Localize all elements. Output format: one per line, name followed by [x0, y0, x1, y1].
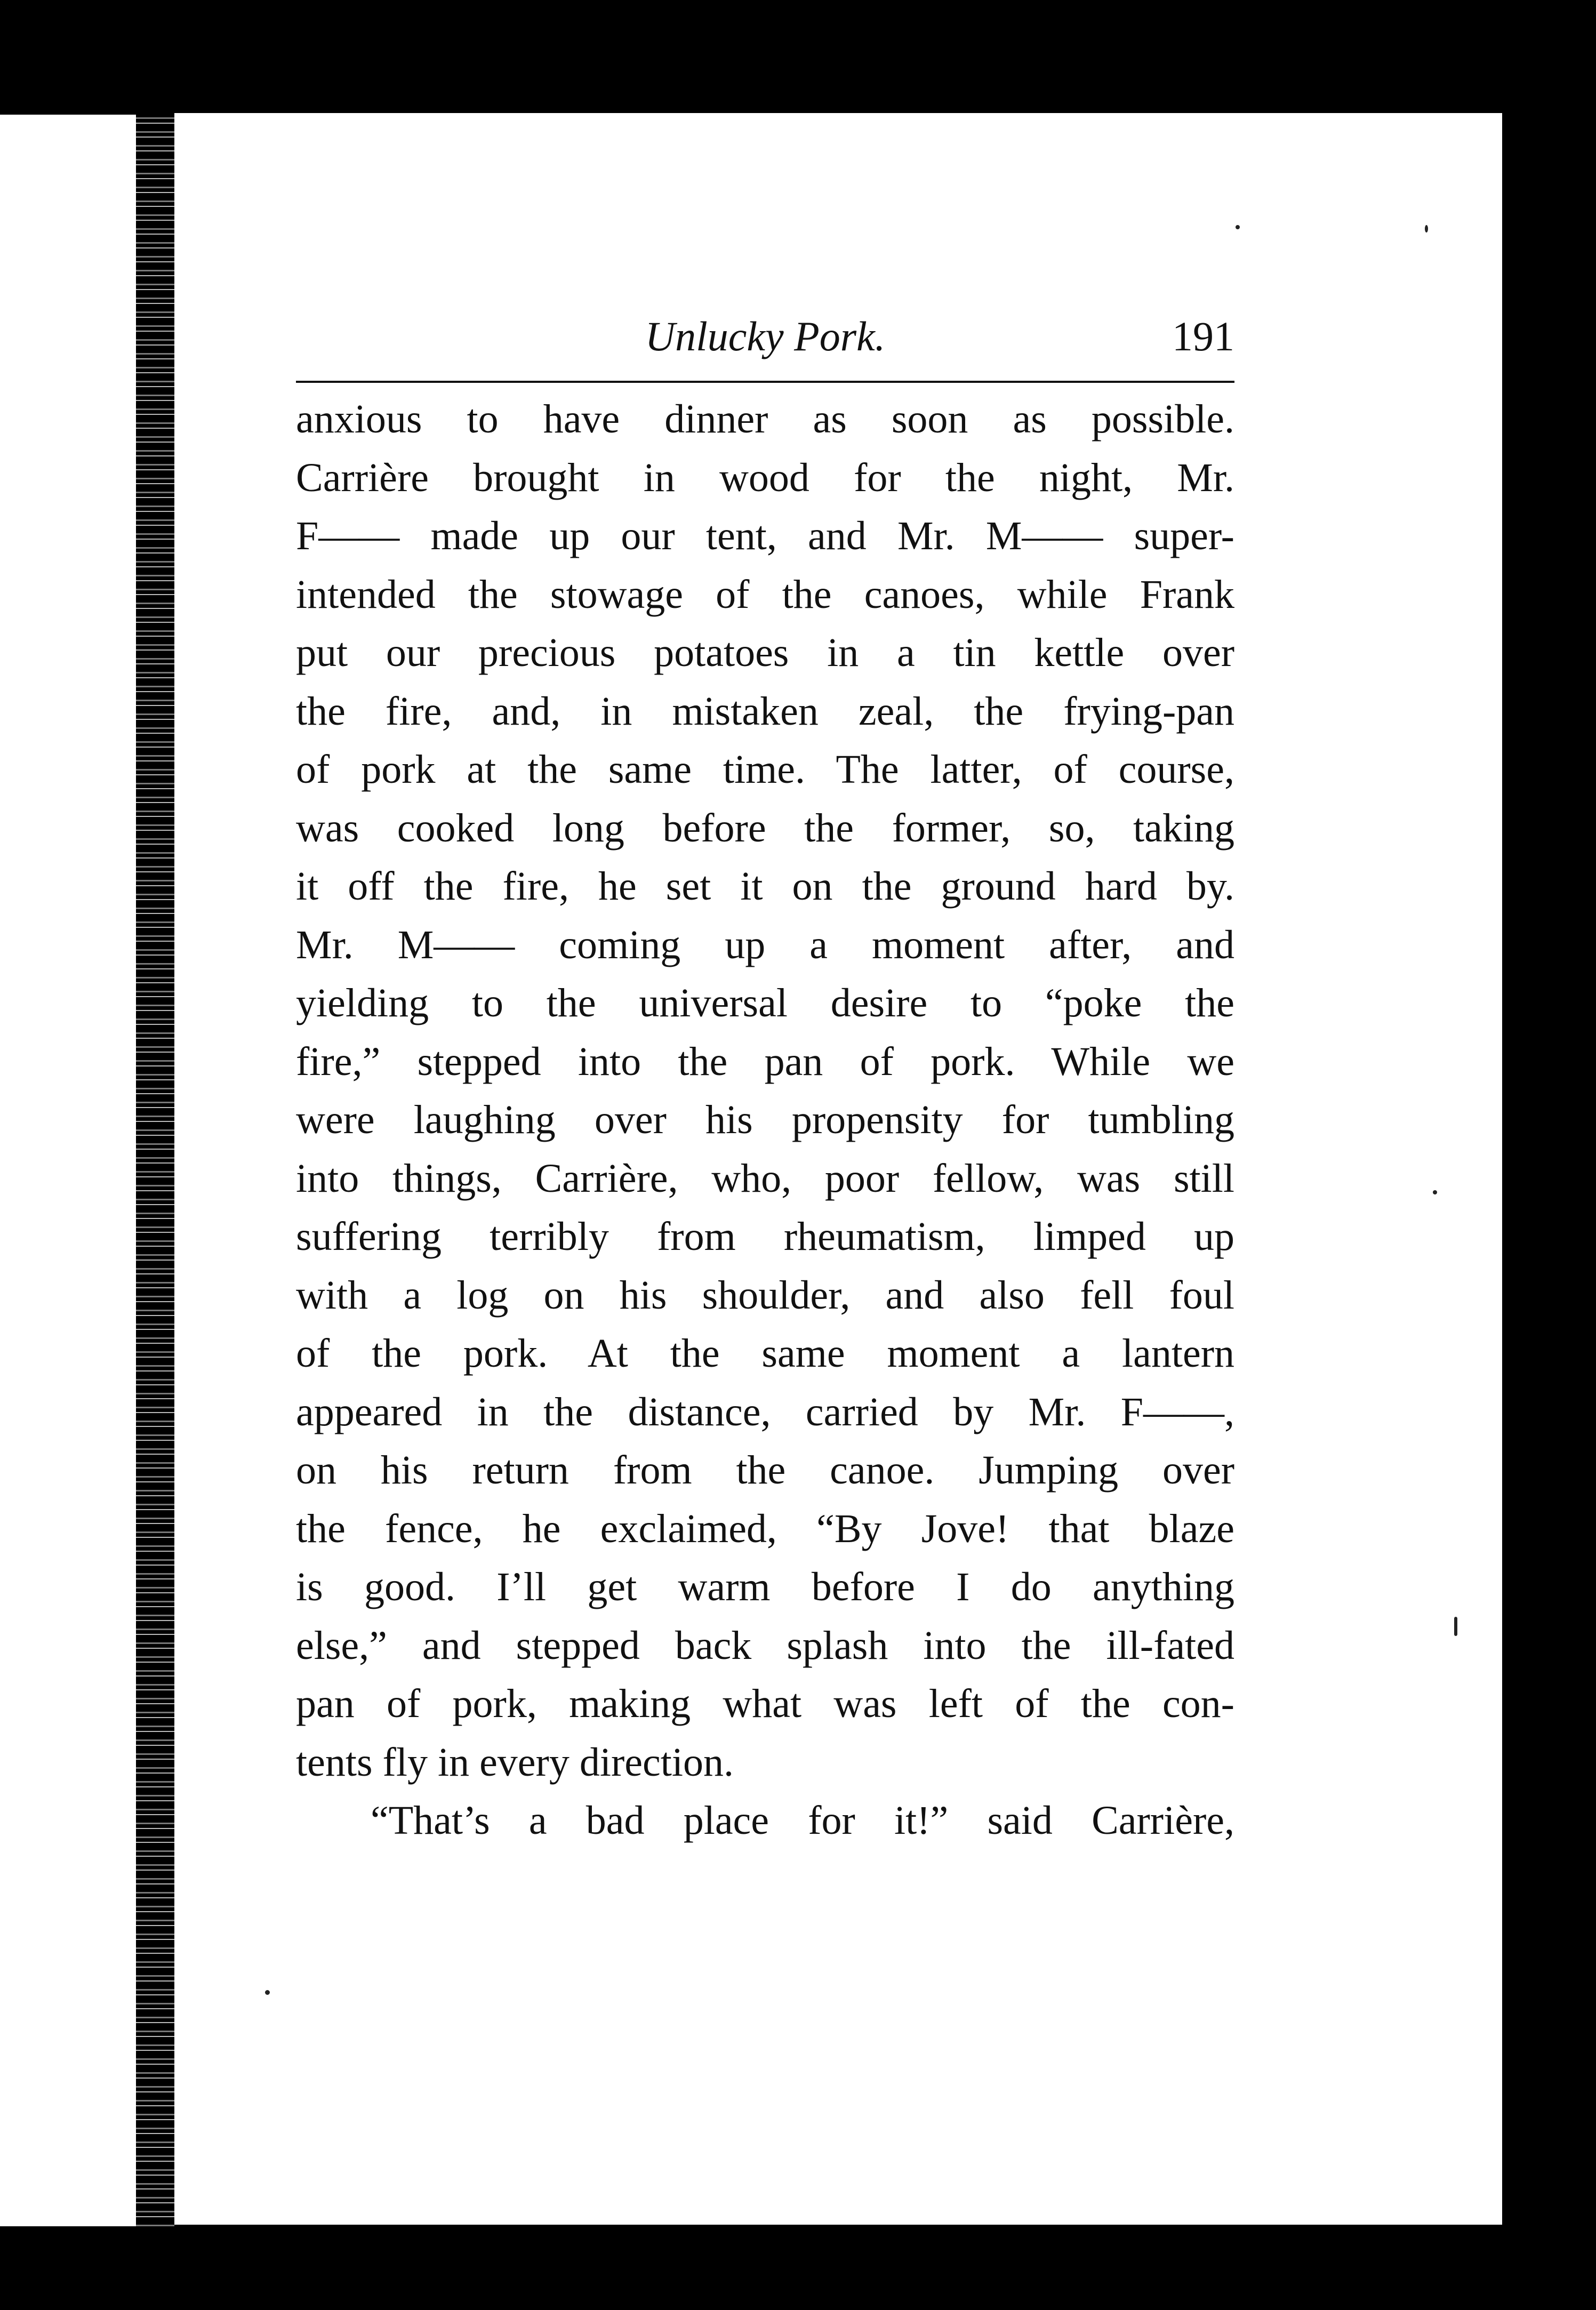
- text-line: yielding to the universal desire to “poke the: [296, 981, 1234, 1025]
- text-line: appeared in the distance, carried by Mr. F——,: [296, 1389, 1234, 1434]
- text-line: “That’s a bad place for it!” said Carrière,: [371, 1798, 1234, 1843]
- text-line: is good. I’ll get warm before I do anything: [296, 1565, 1234, 1609]
- left-facing-page-margin: [0, 115, 157, 2226]
- text-line: with a log on his shoulder, and also fell foul: [296, 1272, 1234, 1318]
- text-line: on his return from the canoe. Jumping over: [296, 1448, 1234, 1493]
- text-line: tents fly in every direction.: [296, 1739, 734, 1785]
- text-line: Carrière brought in wood for the night, Mr.: [296, 455, 1234, 500]
- text-line: of pork at the same time. The latter, of course,: [296, 747, 1234, 792]
- specks: [1454, 1617, 1457, 1636]
- text-line: was cooked long before the former, so, taking: [296, 805, 1234, 851]
- running-head: [296, 313, 1234, 380]
- text-line: anxious to have dinner as soon as possible.: [296, 397, 1234, 442]
- page-number: 191: [1172, 313, 1234, 359]
- text-line: F—— made up our tent, and Mr. M—— super-: [296, 514, 1234, 558]
- specks: [1425, 225, 1428, 232]
- page-content: [296, 313, 1234, 1850]
- text-line: the fire, and, in mistaken zeal, the frying-pan: [296, 688, 1234, 734]
- specks: [265, 1990, 270, 1995]
- text-line: pan of pork, making what was left of the con-: [296, 1681, 1234, 1726]
- specks: [1236, 225, 1240, 229]
- text-line: the fence, he exclaimed, “By Jove! that blaze: [296, 1506, 1234, 1551]
- specks: [1433, 1190, 1437, 1194]
- text-line: fire,” stepped into the pan of pork. While we: [296, 1039, 1234, 1084]
- text-line: intended the stowage of the canoes, while Frank: [296, 572, 1234, 617]
- book-page: [174, 113, 1502, 2225]
- text-line: put our precious potatoes in a tin kettle over: [296, 630, 1234, 675]
- body-text: [296, 390, 1234, 1850]
- text-line: it off the fire, he set it on the ground hard by.: [296, 864, 1234, 909]
- text-line: suffering terribly from rheumatism, limped up: [296, 1214, 1234, 1259]
- header-rule: [296, 381, 1234, 383]
- running-title: Unlucky Pork.: [645, 313, 886, 359]
- text-line: Mr. M—— coming up a moment after, and: [296, 922, 1234, 967]
- book-spine-edge: [136, 115, 174, 2226]
- text-line: were laughing over his propensity for tumbling: [296, 1097, 1234, 1142]
- text-line: into things, Carrière, who, poor fellow, was still: [296, 1156, 1234, 1201]
- text-line: of the pork. At the same moment a lantern: [296, 1331, 1234, 1376]
- text-line: else,” and stepped back splash into the ill-fated: [296, 1623, 1234, 1668]
